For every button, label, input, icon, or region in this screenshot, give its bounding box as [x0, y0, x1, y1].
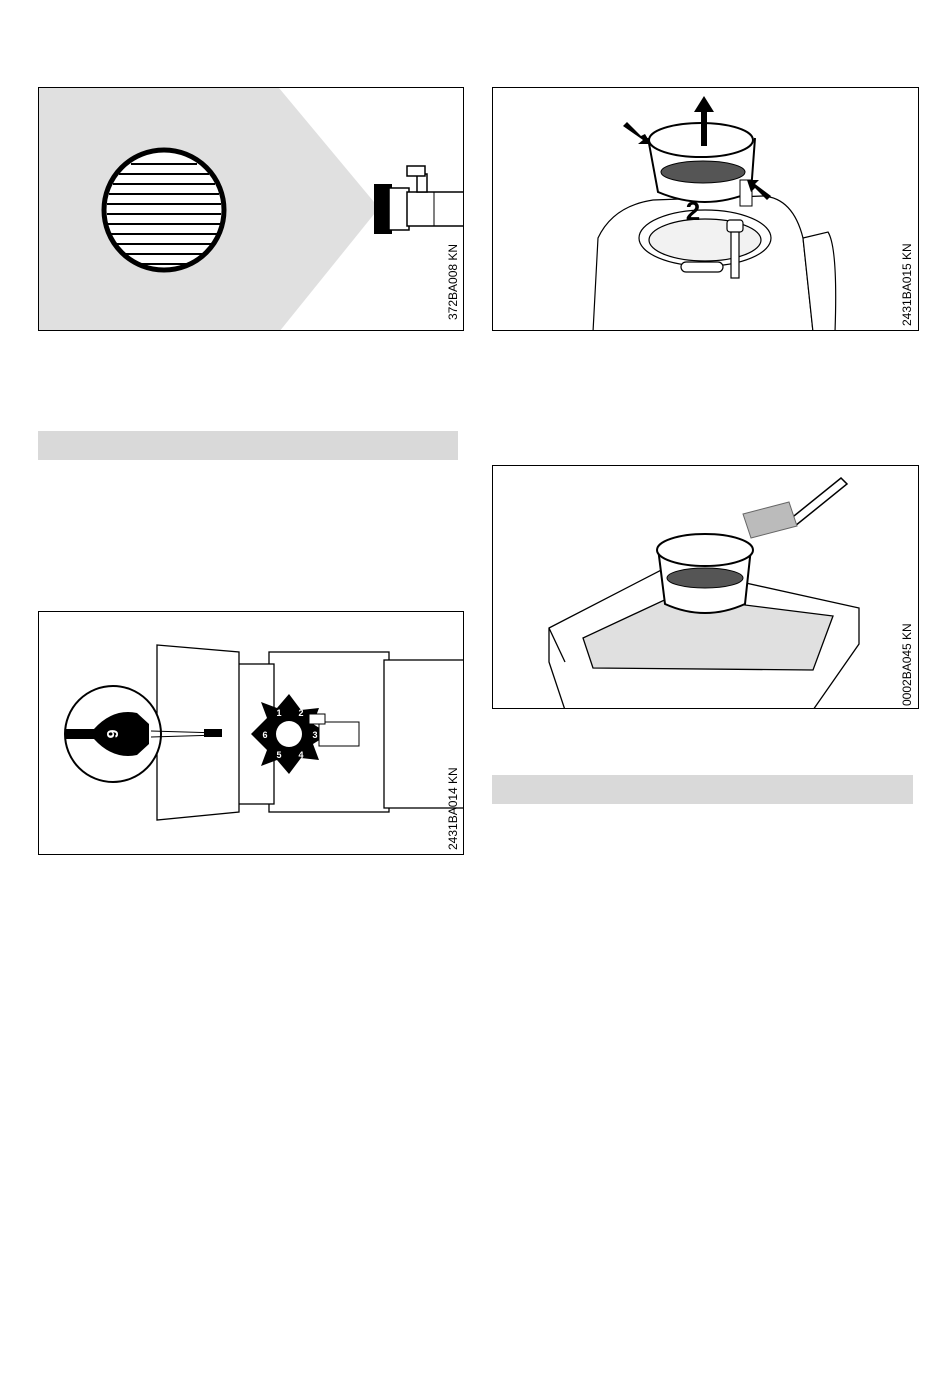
figure-strainer-removal — [492, 87, 919, 331]
dial-number: 3 — [312, 730, 318, 740]
strainer-number: 2 — [685, 196, 701, 226]
dial-number: 6 — [262, 730, 268, 740]
dial-number: 4 — [298, 750, 304, 760]
nozzle-dial-illustration — [39, 612, 464, 855]
figure-nozzle-dial — [38, 611, 464, 855]
section-heading-bar — [492, 775, 913, 804]
figure-code: 2431BA014 KN — [446, 767, 460, 850]
section-heading-bar — [38, 431, 458, 460]
strainer-removal-illustration — [493, 88, 919, 331]
strainer-basket — [657, 534, 753, 613]
spray-nozzle — [374, 166, 464, 234]
magnified-number: 6 — [103, 729, 120, 739]
dial-number: 5 — [276, 750, 282, 760]
figure-code: 2431BA015 KN — [900, 243, 914, 326]
figure-code: 0002BA045 KN — [900, 623, 914, 706]
brush-icon — [743, 478, 847, 538]
figure-strainer-cleaning — [492, 465, 919, 709]
dial-number: 2 — [298, 708, 304, 718]
figure-spray-pattern — [38, 87, 464, 331]
spray-target-circle — [104, 150, 224, 270]
sprayer-tank — [593, 196, 836, 331]
arrow-press-left-icon — [623, 122, 651, 144]
figure-code: 372BA008 KN — [446, 243, 460, 320]
dial-number: 1 — [276, 708, 282, 718]
spray-pattern-illustration — [39, 88, 464, 331]
strainer-cleaning-illustration — [493, 466, 919, 709]
